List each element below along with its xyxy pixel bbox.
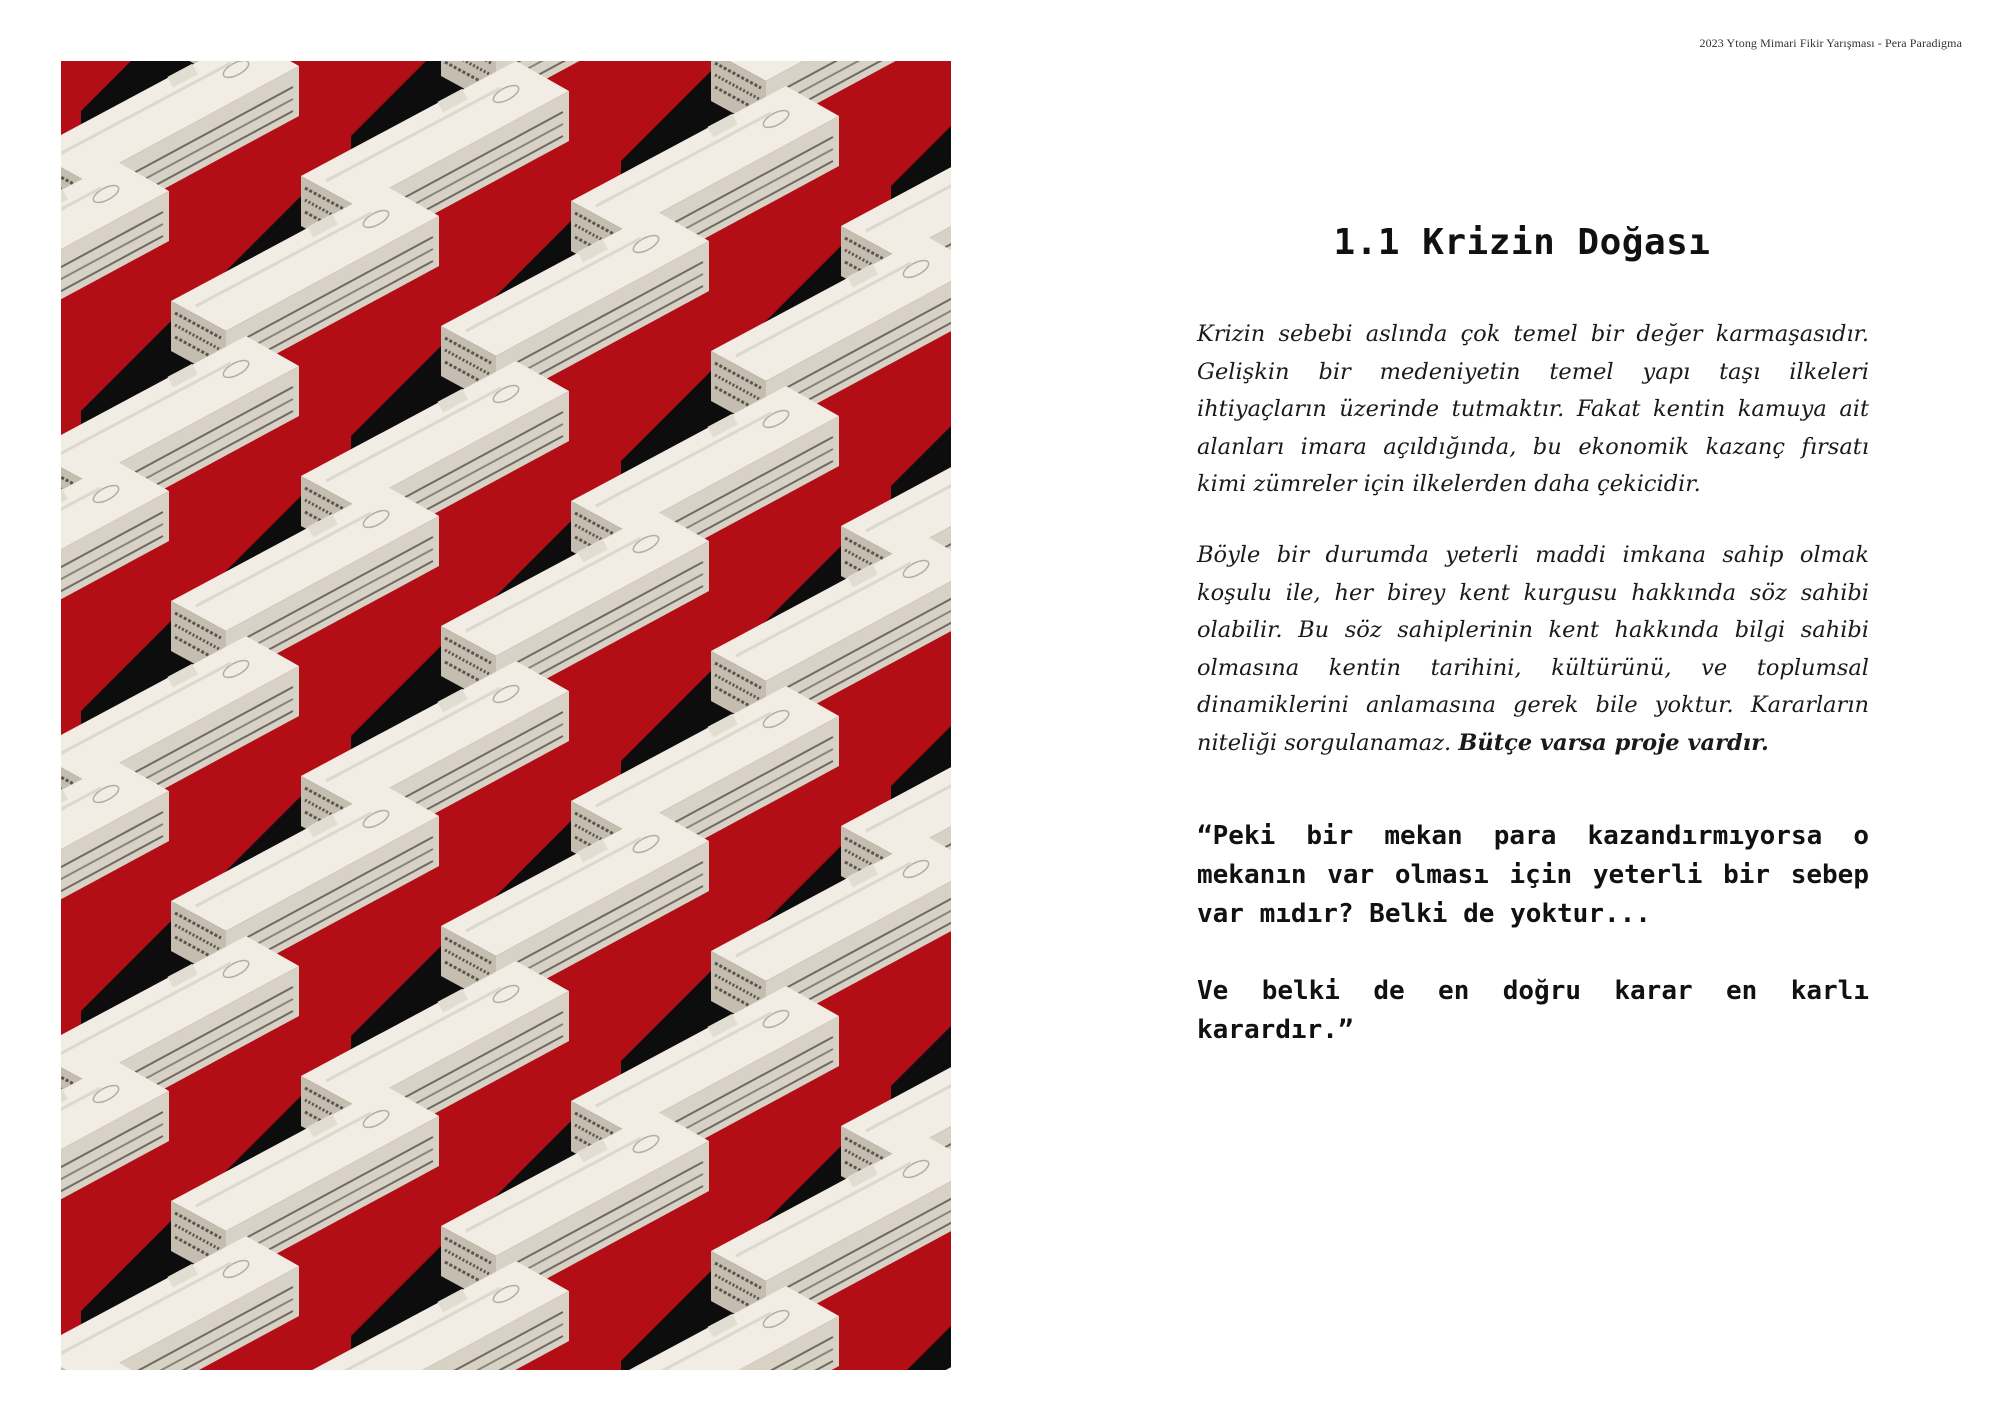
building-pattern-illustration (61, 61, 951, 1370)
section-title: 1.1 Krizin Doğası (1333, 222, 1711, 263)
header-note: 2023 Ytong Mimari Fikir Yarışması - Pera Paradigma (1699, 36, 1962, 50)
paragraph-budget (1197, 537, 1869, 762)
paragraph-crisis-cause: Krizin sebebi aslında çok temel bir değer karmaşasıdır. Gelişkin bir medeniyetin temel yapı taşı ilkeleri ihtiyaçların üzerinde tutmaktır. Fakat kentin kamuya ait alanları imara açıldığında, bu ekonomik kazanç fırsatı kimi zümreler için ilkelerden daha çekicidir. (1197, 321, 1869, 497)
paragraph-budget-text: Böyle bir durumda yeterli maddi imkana sahip olmak koşulu ile, her birey kent kurgusu hakkında söz sahibi olabilir. Bu söz sahiplerinin kent hakkında bilgi sahibi olmasına kentin tarihini, kültürünü, ve toplumsal dinamiklerini anlamasına gerek bile yoktur. Kararların niteliği sorgulanamaz. (1197, 542, 1869, 756)
building-pattern-svg (61, 61, 951, 1370)
quote-question: “Peki bir mekan para kazandırmıyorsa o mekanın var olması için yeterli bir sebep var mıdır? Belki de yoktur... (1197, 821, 1869, 929)
quote-conclusion: Ve belki de en doğru karar en karlı karardır.” (1197, 976, 1869, 1045)
paragraph-budget-emphasis: Bütçe varsa proje vardır. (1458, 729, 1769, 756)
